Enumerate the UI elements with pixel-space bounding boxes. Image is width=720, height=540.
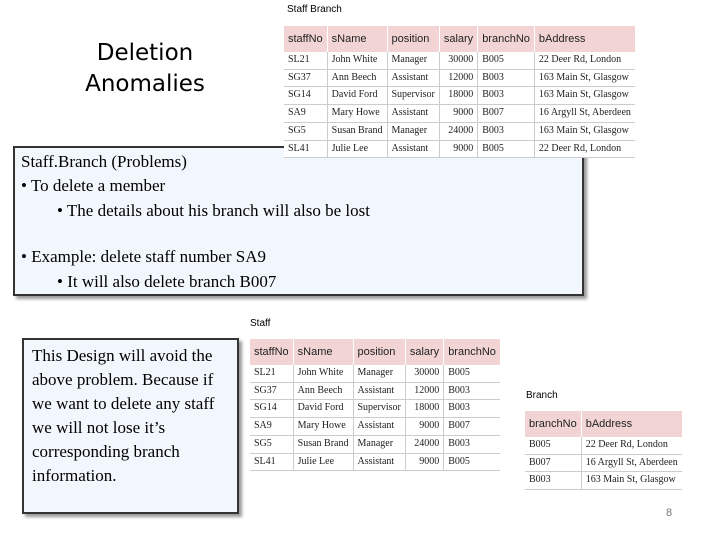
table-cell: Julie Lee bbox=[293, 453, 353, 471]
table-cell: SA9 bbox=[284, 105, 327, 123]
table-row bbox=[284, 52, 635, 69]
table-cell: SG14 bbox=[250, 400, 293, 418]
table-cell: Supervisor bbox=[353, 400, 405, 418]
table-cell: Assistant bbox=[353, 382, 405, 400]
table-cell: John White bbox=[293, 365, 353, 382]
table-cell: SL21 bbox=[284, 52, 327, 69]
slide-title-line1: Deletion bbox=[96, 40, 194, 66]
table-row bbox=[525, 472, 682, 490]
table-cell: 30000 bbox=[439, 52, 477, 69]
table-header-row bbox=[284, 26, 635, 52]
table-cell: 12000 bbox=[405, 382, 443, 400]
table-cell: B003 bbox=[444, 400, 500, 418]
problem-heading: Staff.Branch (Problems) bbox=[21, 152, 187, 171]
branch-table bbox=[525, 411, 682, 490]
table-cell: 163 Main St, Glasgow bbox=[534, 122, 635, 140]
table-cell: SG37 bbox=[284, 69, 327, 87]
table-cell: B003 bbox=[525, 472, 581, 490]
table-cell: B003 bbox=[444, 382, 500, 400]
table-row bbox=[284, 140, 635, 158]
table-cell: B005 bbox=[444, 453, 500, 471]
table-cell: 18000 bbox=[439, 87, 477, 105]
table-cell: SL21 bbox=[250, 365, 293, 382]
table-cell: B005 bbox=[478, 52, 535, 69]
column-header: branchNo bbox=[444, 339, 500, 365]
table-cell: B007 bbox=[444, 418, 500, 436]
table-cell: Julie Lee bbox=[327, 140, 387, 158]
table-cell: David Ford bbox=[293, 400, 353, 418]
table-row bbox=[250, 418, 500, 436]
table-cell: B007 bbox=[525, 454, 581, 472]
table-cell: B005 bbox=[525, 437, 581, 454]
table-cell: 16 Argyll St, Aberdeen bbox=[581, 454, 682, 472]
table-cell: 22 Deer Rd, London bbox=[534, 140, 635, 158]
column-header: branchNo bbox=[478, 26, 535, 52]
table-cell: 163 Main St, Glasgow bbox=[534, 69, 635, 87]
table-cell: Manager bbox=[353, 365, 405, 382]
table-row bbox=[250, 400, 500, 418]
slide-title bbox=[70, 38, 220, 100]
column-header: salary bbox=[439, 26, 477, 52]
column-header: position bbox=[353, 339, 405, 365]
column-header: bAddress bbox=[581, 411, 682, 437]
table-row bbox=[284, 69, 635, 87]
table-row bbox=[250, 453, 500, 471]
table-cell: SL41 bbox=[250, 453, 293, 471]
branch-caption: Branch bbox=[526, 390, 558, 401]
table-row bbox=[284, 87, 635, 105]
table-cell: Manager bbox=[387, 122, 439, 140]
problem-sub-delete-branch: • It will also delete branch B007 bbox=[57, 272, 277, 291]
table-cell: 12000 bbox=[439, 69, 477, 87]
table-cell: B003 bbox=[478, 122, 535, 140]
column-header: sName bbox=[327, 26, 387, 52]
table-cell: B005 bbox=[478, 140, 535, 158]
table-cell: 22 Deer Rd, London bbox=[581, 437, 682, 454]
table-cell: 9000 bbox=[405, 453, 443, 471]
table-cell: David Ford bbox=[327, 87, 387, 105]
table-cell: B003 bbox=[478, 87, 535, 105]
table-header-row bbox=[250, 339, 500, 365]
problem-bullet-delete-member: • To delete a member bbox=[21, 176, 166, 195]
table-cell: 18000 bbox=[405, 400, 443, 418]
slide-title-line2: Anomalies bbox=[85, 71, 205, 97]
column-header: staffNo bbox=[250, 339, 293, 365]
staff-caption: Staff bbox=[250, 318, 271, 329]
problem-sub-branch-lost: • The details about his branch will also be lost bbox=[57, 201, 370, 220]
table-cell: Mary Howe bbox=[327, 105, 387, 123]
table-cell: 24000 bbox=[405, 435, 443, 453]
table-cell: SG5 bbox=[250, 435, 293, 453]
column-header: staffNo bbox=[284, 26, 327, 52]
page-number: 8 bbox=[666, 507, 673, 519]
table-cell: Ann Beech bbox=[327, 69, 387, 87]
column-header: position bbox=[387, 26, 439, 52]
table-cell: 16 Argyll St, Aberdeen bbox=[534, 105, 635, 123]
table-cell: 163 Main St, Glasgow bbox=[581, 472, 682, 490]
table-cell: SG37 bbox=[250, 382, 293, 400]
table-cell: Assistant bbox=[353, 453, 405, 471]
table-cell: 9000 bbox=[439, 140, 477, 158]
column-header: sName bbox=[293, 339, 353, 365]
table-cell: Assistant bbox=[387, 105, 439, 123]
table-cell: 163 Main St, Glasgow bbox=[534, 87, 635, 105]
table-cell: Susan Brand bbox=[293, 435, 353, 453]
table-cell: Ann Beech bbox=[293, 382, 353, 400]
table-cell: 24000 bbox=[439, 122, 477, 140]
table-cell: Assistant bbox=[387, 140, 439, 158]
staff-branch-table bbox=[284, 26, 635, 158]
table-cell: B003 bbox=[444, 435, 500, 453]
table-cell: 9000 bbox=[439, 105, 477, 123]
table-header-row bbox=[525, 411, 682, 437]
column-header: branchNo bbox=[525, 411, 581, 437]
table-cell: 9000 bbox=[405, 418, 443, 436]
table-cell: Assistant bbox=[353, 418, 405, 436]
solution-box bbox=[22, 338, 239, 514]
table-cell: SL41 bbox=[284, 140, 327, 158]
table-row bbox=[525, 454, 682, 472]
table-row bbox=[250, 435, 500, 453]
table-cell: SG14 bbox=[284, 87, 327, 105]
table-cell: 22 Deer Rd, London bbox=[534, 52, 635, 69]
solution-text: This Design will avoid the above problem. Because if we want to delete any staff we will not lose it’s corresponding branch information. bbox=[32, 346, 215, 485]
column-header: salary bbox=[405, 339, 443, 365]
table-row bbox=[284, 122, 635, 140]
table-row bbox=[250, 382, 500, 400]
table-cell: Supervisor bbox=[387, 87, 439, 105]
table-row bbox=[284, 105, 635, 123]
table-cell: B003 bbox=[478, 69, 535, 87]
table-cell: B005 bbox=[444, 365, 500, 382]
table-cell: B007 bbox=[478, 105, 535, 123]
table-cell: SG5 bbox=[284, 122, 327, 140]
table-cell: John White bbox=[327, 52, 387, 69]
table-cell: Mary Howe bbox=[293, 418, 353, 436]
problem-box bbox=[13, 146, 584, 296]
column-header: bAddress bbox=[534, 26, 635, 52]
problem-bullet-example: • Example: delete staff number SA9 bbox=[21, 247, 266, 266]
table-row bbox=[250, 365, 500, 382]
table-cell: Manager bbox=[353, 435, 405, 453]
table-cell: Manager bbox=[387, 52, 439, 69]
table-row bbox=[525, 437, 682, 454]
staff-branch-caption: Staff Branch bbox=[287, 4, 342, 15]
table-cell: Assistant bbox=[387, 69, 439, 87]
table-cell: SA9 bbox=[250, 418, 293, 436]
table-cell: Susan Brand bbox=[327, 122, 387, 140]
table-cell: 30000 bbox=[405, 365, 443, 382]
staff-table bbox=[250, 339, 500, 471]
